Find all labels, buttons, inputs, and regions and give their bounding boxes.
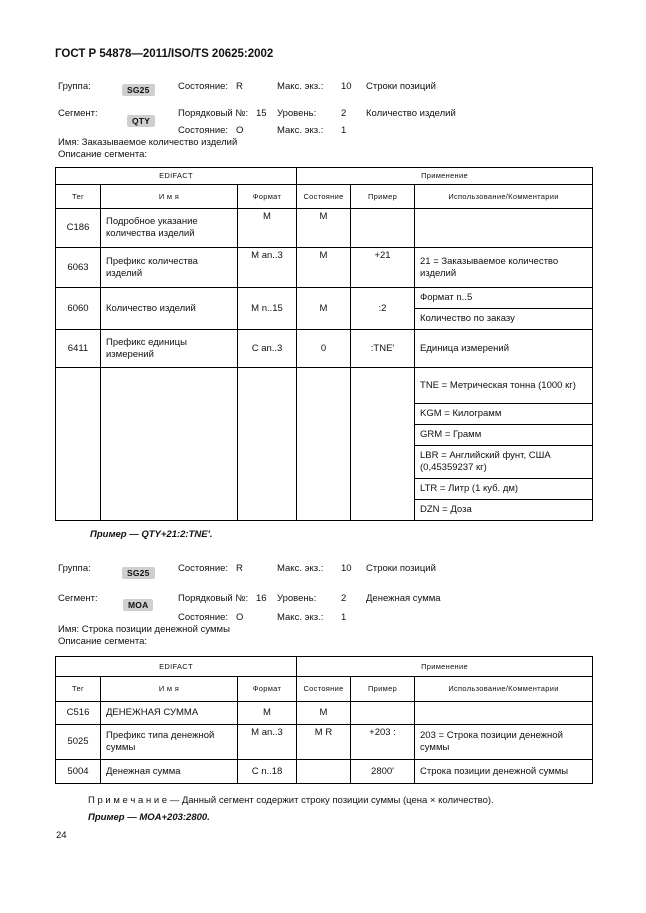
cell-name: ДЕНЕЖНАЯ СУММА bbox=[101, 702, 238, 725]
cell-tag: C186 bbox=[56, 209, 101, 248]
table-row bbox=[56, 725, 593, 760]
segment-name-line: Имя: Заказываемое количество изделий bbox=[58, 137, 238, 148]
cell-example: :2 bbox=[351, 288, 415, 330]
segment-order-value: 16 bbox=[256, 593, 267, 604]
cell-example: +203 : bbox=[351, 725, 415, 760]
segment-order-label: Порядковый №: bbox=[178, 593, 249, 604]
group-description: Строки позиций bbox=[366, 81, 436, 92]
page-number: 24 bbox=[56, 830, 67, 841]
segment-description: Денежная сумма bbox=[366, 593, 441, 604]
usage-header: Применение bbox=[297, 657, 593, 677]
table-row bbox=[56, 702, 593, 725]
cell-comment: Количество по заказу bbox=[415, 309, 593, 330]
segment-label: Сегмент: bbox=[58, 593, 98, 604]
col-tag: Тег bbox=[56, 185, 101, 209]
group-state-value: R bbox=[236, 81, 243, 92]
segment-code-badge: MOA bbox=[123, 599, 153, 611]
table-row bbox=[56, 288, 593, 309]
col-comment: Использование/Комментарии bbox=[415, 677, 593, 702]
table-row bbox=[56, 248, 593, 288]
cell-format: M bbox=[238, 702, 297, 725]
cell-tag: 6060 bbox=[56, 288, 101, 330]
segment-state-label: Состояние: bbox=[178, 125, 229, 136]
unit-item: TNE = Метрическая тонна (1000 кг) bbox=[415, 368, 593, 404]
cell-comment bbox=[415, 209, 593, 248]
cell-example bbox=[351, 702, 415, 725]
cell-format: M bbox=[238, 209, 297, 248]
col-comment: Использование/Комментарии bbox=[415, 185, 593, 209]
segment-state-label: Состояние: bbox=[178, 612, 229, 623]
cell-state: M bbox=[297, 702, 351, 725]
group-label: Группа: bbox=[58, 81, 91, 92]
unit-item: GRM = Грамм bbox=[415, 425, 593, 446]
unit-item: KGM = Килограмм bbox=[415, 404, 593, 425]
cell-tag: 6063 bbox=[56, 248, 101, 288]
unit-item: LBR = Английский фунт, США (0,45359237 кг) bbox=[415, 446, 593, 479]
example-text: Пример — QTY+21:2:TNE'. bbox=[90, 529, 213, 540]
segment-level-label: Уровень: bbox=[277, 108, 317, 119]
cell-tag: 5004 bbox=[56, 760, 101, 784]
cell-example: :TNE' bbox=[351, 330, 415, 368]
segment-max-value: 1 bbox=[341, 612, 347, 623]
usage-header: Применение bbox=[297, 168, 593, 185]
cell-comment: 21 = Заказываемое количество изделий bbox=[415, 248, 593, 288]
col-name: И м я bbox=[101, 677, 238, 702]
segment-code-badge: QTY bbox=[127, 115, 155, 127]
segment-order-label: Порядковый №: bbox=[178, 108, 249, 119]
table-row bbox=[56, 209, 593, 248]
col-example: Пример bbox=[351, 185, 415, 209]
cell-state bbox=[297, 760, 351, 784]
group-max-value: 10 bbox=[341, 563, 352, 574]
cell-state: M bbox=[297, 209, 351, 248]
cell-state: 0 bbox=[297, 330, 351, 368]
cell-format: M an..3 bbox=[238, 725, 297, 760]
col-state: Состояние bbox=[297, 677, 351, 702]
edifact-header: EDIFACT bbox=[56, 168, 297, 185]
example-text: Пример — MOA+203:2800. bbox=[88, 812, 210, 823]
segment-state-value: O bbox=[236, 612, 244, 623]
segment-description: Количество изделий bbox=[366, 108, 456, 119]
col-example: Пример bbox=[351, 677, 415, 702]
group-state-label: Состояние: bbox=[178, 81, 229, 92]
col-format: Формат bbox=[238, 185, 297, 209]
unit-item: LTR = Литр (1 куб. дм) bbox=[415, 479, 593, 500]
cell-name: Префикс единицы измерений bbox=[101, 330, 238, 368]
group-label: Группа: bbox=[58, 563, 91, 574]
segment-order-value: 15 bbox=[256, 108, 267, 119]
segment-table-qty bbox=[55, 167, 593, 521]
segment-level-value: 2 bbox=[341, 593, 347, 604]
col-tag: Тег bbox=[56, 677, 101, 702]
group-state-value: R bbox=[236, 563, 243, 574]
segment-label: Сегмент: bbox=[58, 108, 98, 119]
edifact-header: EDIFACT bbox=[56, 657, 297, 677]
cell-name: Подробное указание количества изделий bbox=[101, 209, 238, 248]
segment-max-value: 1 bbox=[341, 125, 347, 136]
group-code-badge: SG25 bbox=[122, 567, 155, 579]
table-row bbox=[56, 760, 593, 784]
cell-comment: Единица измерений bbox=[415, 330, 593, 368]
cell-tag: C516 bbox=[56, 702, 101, 725]
cell-name: Денежная сумма bbox=[101, 760, 238, 784]
group-state-label: Состояние: bbox=[178, 563, 229, 574]
cell-example bbox=[351, 209, 415, 248]
cell-example: +21 bbox=[351, 248, 415, 288]
col-format: Формат bbox=[238, 677, 297, 702]
cell-name: Префикс количества изделий bbox=[101, 248, 238, 288]
document-header: ГОСТ Р 54878—2011/ISO/TS 20625:2002 bbox=[55, 48, 274, 60]
table-row bbox=[56, 330, 593, 368]
cell-format: M an..3 bbox=[238, 248, 297, 288]
cell-tag: 5025 bbox=[56, 725, 101, 760]
cell-format: M n..15 bbox=[238, 288, 297, 330]
cell-comment bbox=[415, 702, 593, 725]
cell-comment: Строка позиции денежной суммы bbox=[415, 760, 593, 784]
cell-tag: 6411 bbox=[56, 330, 101, 368]
group-max-label: Макс. экз.: bbox=[277, 81, 324, 92]
cell-state: M bbox=[297, 288, 351, 330]
unit-item: DZN = Доза bbox=[415, 500, 593, 521]
group-max-label: Макс. экз.: bbox=[277, 563, 324, 574]
segment-description-line: Описание сегмента: bbox=[58, 636, 148, 647]
cell-format: C n..18 bbox=[238, 760, 297, 784]
col-name: И м я bbox=[101, 185, 238, 209]
cell-name: Префикс типа денежной суммы bbox=[101, 725, 238, 760]
segment-name-line: Имя: Строка позиции денежной суммы bbox=[58, 624, 230, 635]
note-text: П р и м е ч а н и е — Данный сегмент содержит строку позиции суммы (цена × количество). bbox=[88, 795, 494, 806]
segment-max-label: Макс. экз.: bbox=[277, 612, 324, 623]
cell-name: Количество изделий bbox=[101, 288, 238, 330]
segment-state-value: O bbox=[236, 125, 244, 136]
segment-table-moa bbox=[55, 656, 593, 784]
segment-max-label: Макс. экз.: bbox=[277, 125, 324, 136]
segment-level-value: 2 bbox=[341, 108, 347, 119]
cell-example: 2800' bbox=[351, 760, 415, 784]
group-max-value: 10 bbox=[341, 81, 352, 92]
cell-format: C an..3 bbox=[238, 330, 297, 368]
cell-comment: 203 = Строка позиции денежной суммы bbox=[415, 725, 593, 760]
segment-description-line: Описание сегмента: bbox=[58, 149, 148, 160]
cell-state: M bbox=[297, 248, 351, 288]
segment-level-label: Уровень: bbox=[277, 593, 317, 604]
group-code-badge: SG25 bbox=[122, 84, 155, 96]
group-description: Строки позиций bbox=[366, 563, 436, 574]
cell-state: M R bbox=[297, 725, 351, 760]
cell-comment-format: Формат n..5 bbox=[415, 288, 593, 309]
col-state: Состояние bbox=[297, 185, 351, 209]
